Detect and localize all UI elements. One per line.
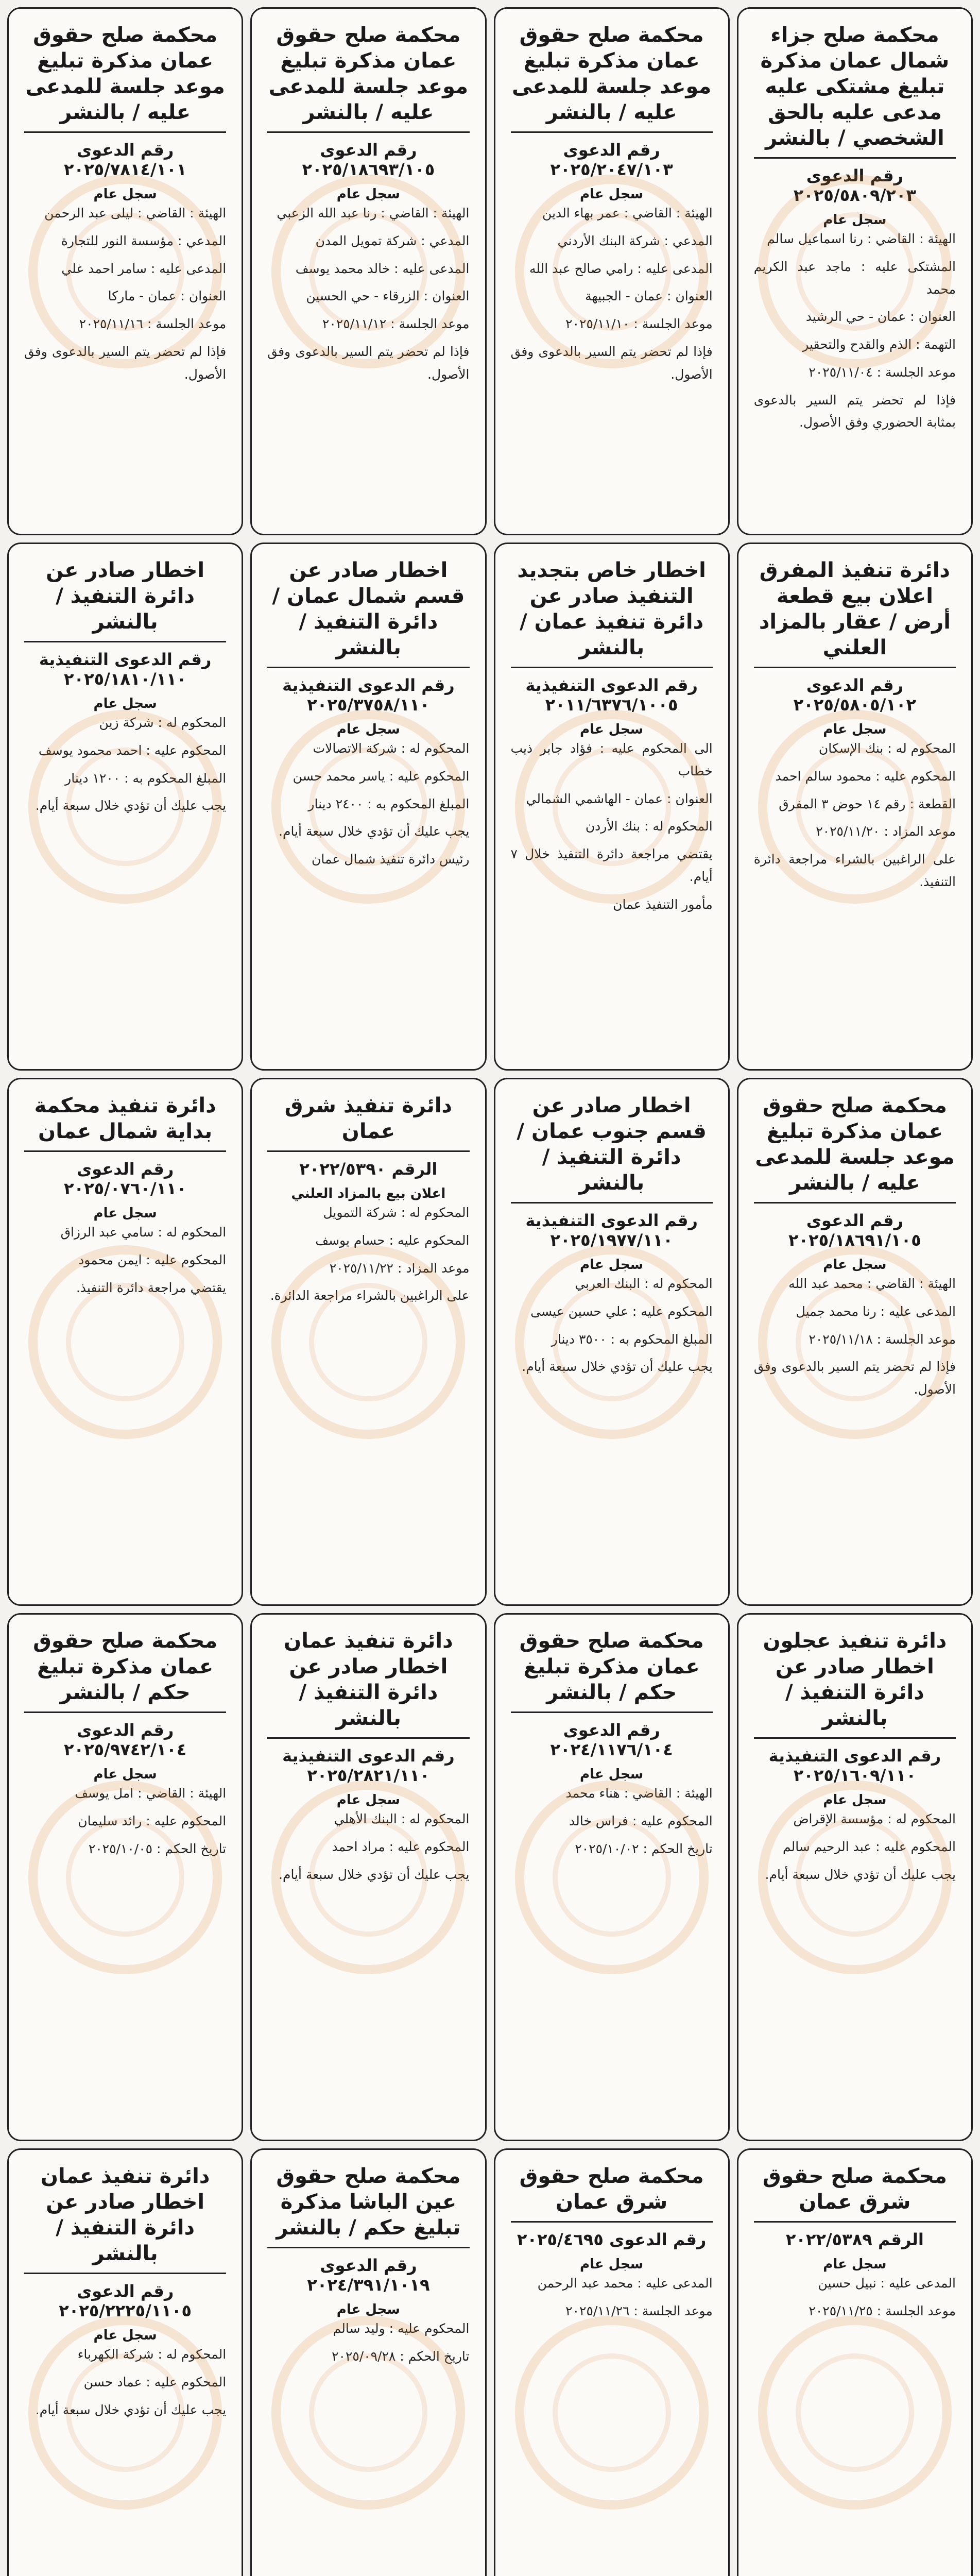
notice-line: الهيئة : القاضي : امل يوسف — [75, 1786, 227, 1801]
notice-body — [24, 1221, 226, 1299]
notice-line: المدعى عليه : نبيل حسين — [818, 2276, 956, 2291]
notice-line: فإذا لم تحضر يتم السير بالدعوى بمثابة الحضوري وفق الأصول. — [753, 392, 956, 430]
notice-line: المحكوم عليه : فراس خالد — [569, 1813, 713, 1828]
notice-line: تاريخ الحكم : ٢٠٢٥/١٠/٠٢ — [575, 1841, 713, 1856]
notice-line: موعد المزاد : ٢٠٢٥/١١/٢٢ — [329, 1260, 470, 1276]
court-notice — [7, 1613, 243, 2141]
notice-line: المبلغ المحكوم به : ٢٤٠٠ دينار — [308, 796, 470, 811]
notice-title: دائرة تنفيذ عمان اخطار صادر عن دائرة التنفيذ / بالنشر — [24, 2163, 226, 2274]
notice-line: فإذا لم تحضر يتم السير بالدعوى وفق الأصول. — [24, 344, 227, 382]
notice-line: المحكوم عليه : محمود سالم احمد — [775, 768, 956, 784]
notice-line: يجب عليك أن تؤدي خلال سبعة أيام. — [35, 798, 227, 814]
case-number: رقم الدعوى ٢٠٢٤/٣٩١/١٠١٩ — [307, 2256, 430, 2295]
notice-body — [267, 2317, 469, 2368]
court-notice — [7, 7, 243, 535]
notice-line: العنوان : عمان - حي الرشيد — [805, 309, 956, 325]
notice-line: تاريخ الحكم : ٢٠٢٥/١٠/٠٥ — [88, 1841, 227, 1856]
notice-line: التهمة : الذم والقدح والتحقير — [802, 337, 956, 352]
notice-line: المدعى عليه : سامر احمد علي — [61, 261, 227, 276]
notice-title: محكمة صلح حقوق عين الباشا مذكرة تبليغ حكم / بالنشر — [267, 2163, 469, 2248]
notice-line: الى المحكوم عليه : فؤاد جابر ذيب خطاب — [510, 741, 713, 778]
notice-line: المحكوم عليه : رائد سليمان — [78, 1813, 227, 1828]
notice-line: مأمور التنفيذ عمان — [613, 896, 713, 912]
court-notice — [737, 7, 973, 535]
case-number: رقم الدعوى ٢٠٢٥/٥٨٠٥/١٠٢ — [793, 675, 916, 715]
notice-line: المحكوم عليه : عبد الرحيم سالم — [782, 1839, 956, 1854]
notice-body — [511, 202, 713, 385]
notice-line: المدعى عليه : رامي صالح عبد الله — [529, 261, 713, 276]
notice-body — [511, 1782, 713, 1860]
notice-body — [754, 2272, 956, 2323]
notice-body — [24, 2343, 226, 2421]
notice-line: موعد الجلسة : ٢٠٢٥/١١/١٦ — [79, 316, 227, 331]
notice-title: محكمة صلح حقوق عمان مذكرة تبليغ موعد جلسة للمدعى عليه / بالنشر — [754, 1093, 956, 1204]
notice-line: موعد الجلسة : ٢٠٢٥/١١/٠٤ — [809, 364, 956, 380]
notice-line: فإذا لم تحضر يتم السير بالدعوى وفق الأصول. — [510, 344, 713, 382]
case-number: رقم الدعوى ٢٠٢٥/٢٢٢٥/١١٠٥ — [59, 2281, 192, 2320]
newspaper-page — [7, 7, 973, 2576]
register-label: سجل عام — [580, 722, 644, 737]
court-notice — [250, 7, 486, 535]
notice-line: فإذا لم تحضر يتم السير بالدعوى وفق الأصول. — [753, 1359, 956, 1397]
case-number: الرقم ٢٠٢٢/٥٣٩٠ — [299, 1159, 438, 1179]
notice-line: المحكوم له : شركة التمويل — [323, 1205, 470, 1220]
register-label: سجل عام — [580, 2257, 644, 2272]
notice-line: العنوان : عمان - الهاشمي الشمالي — [526, 791, 713, 806]
case-number: الرقم ٢٠٢٢/٥٣٨٩ — [785, 2230, 924, 2249]
notice-body — [511, 1273, 713, 1378]
notice-title: محكمة صلح حقوق عمان مذكرة تبليغ موعد جلسة للمدعى عليه / بالنشر — [511, 22, 713, 133]
notice-line: موعد الجلسة : ٢٠٢٥/١١/١٢ — [322, 316, 470, 331]
notice-line: موعد الجلسة : ٢٠٢٥/١١/٢٥ — [809, 2303, 956, 2318]
notice-title: دائرة تنفيذ عمان اخطار صادر عن دائرة التنفيذ / بالنشر — [267, 1628, 469, 1739]
register-label: سجل عام — [93, 696, 157, 711]
notice-line: المحكوم له : بنك الإسكان — [818, 741, 956, 756]
notice-line: المدعي : شركة البنك الأردني — [557, 233, 713, 248]
court-notice — [494, 2148, 730, 2576]
notice-line: على الراغبين بالشراء مراجعة الدائرة. — [270, 1288, 470, 1303]
case-number: رقم الدعوى التنفيذية ٢٠١١/٦٣٧٦/١٠٠٥ — [525, 675, 698, 715]
notice-line: المبلغ المحكوم به : ٣٥٠٠ دينار — [551, 1331, 713, 1347]
notice-body — [267, 1201, 469, 1307]
notice-title: محكمة صلح حقوق عمان مذكرة تبليغ موعد جلسة للمدعى عليه / بالنشر — [24, 22, 226, 133]
notice-body — [24, 711, 226, 817]
notice-line: الهيئة : القاضي : ليلى عبد الرحمن — [44, 206, 227, 221]
court-notice — [250, 543, 486, 1071]
case-number: رقم الدعوى التنفيذية ٢٠٢٥/١٦٠٩/١١٠ — [768, 1746, 941, 1785]
notice-line: المحكوم عليه : ايمن محمود — [78, 1252, 227, 1267]
register-label: سجل عام — [336, 187, 400, 202]
case-number: رقم الدعوى التنفيذية ٢٠٢٥/٣٧٥٨/١١٠ — [282, 675, 455, 715]
notice-title: اخطار صادر عن دائرة التنفيذ / بالنشر — [24, 557, 226, 642]
court-notice — [494, 1613, 730, 2141]
court-notice — [250, 2148, 486, 2576]
notice-line: المحكوم له : شركة زين — [99, 715, 227, 730]
notice-body — [267, 737, 469, 871]
notice-title: دائرة تنفيذ شرق عمان — [267, 1093, 469, 1152]
notice-title: محكمة صلح حقوق شرق عمان — [511, 2163, 713, 2223]
case-number: رقم الدعوى ٢٠٢٥/٢٠٤٧/١٠٣ — [550, 140, 673, 179]
notice-line: على الراغبين بالشراء مراجعة دائرة التنفيذ. — [753, 852, 956, 889]
notice-line: المحكوم عليه : وليد سالم — [333, 2321, 470, 2336]
notice-line: المدعى عليه : محمد عبد الرحمن — [537, 2276, 713, 2291]
notice-title: محكمة صلح حقوق عمان مذكرة تبليغ موعد جلسة للمدعى عليه / بالنشر — [267, 22, 469, 133]
register-label: سجل عام — [580, 1767, 644, 1782]
notice-title: اخطار خاص بتجديد التنفيذ صادر عن دائرة تنفيذ عمان / بالنشر — [511, 557, 713, 668]
notice-line: المحكوم له : بنك الأردن — [585, 819, 713, 834]
case-number: رقم الدعوى ٢٠٢٥/٥٨٠٩/٢٠٣ — [793, 166, 916, 205]
notice-line: المحكوم عليه : علي حسين عيسى — [530, 1303, 713, 1319]
court-notice — [7, 2148, 243, 2576]
notice-line: المحكوم له : مؤسسة الإقراض — [793, 1811, 956, 1826]
court-notice — [737, 2148, 973, 2576]
notice-line: المدعي : مؤسسة النور للتجارة — [61, 233, 227, 248]
notice-line: المدعى عليه : رنا محمد جميل — [796, 1303, 956, 1319]
notice-line: المحكوم له : شركة الاتصالات — [313, 741, 470, 756]
court-notice — [250, 1078, 486, 1606]
court-notice — [737, 1613, 973, 2141]
notice-line: الهيئة : القاضي : عمر بهاء الدين — [542, 206, 713, 221]
register-label: سجل عام — [823, 722, 887, 737]
court-notice — [7, 543, 243, 1071]
case-number: رقم الدعوى ٢٠٢٥/١٨٦٩١/١٠٥ — [788, 1211, 921, 1250]
register-label: سجل عام — [823, 2257, 887, 2272]
notice-line: المحكوم عليه : مراد احمد — [332, 1839, 470, 1854]
case-number: رقم الدعوى التنفيذية ٢٠٢٥/١٨١٠/١١٠ — [39, 650, 212, 689]
notice-line: المحكوم عليه : حسام يوسف — [315, 1232, 470, 1248]
register-label: سجل عام — [93, 1206, 157, 1221]
register-label: سجل عام — [93, 2328, 157, 2343]
register-label: سجل عام — [93, 187, 157, 202]
notice-line: العنوان : عمان - الجبيهة — [585, 289, 713, 304]
notice-line: العنوان : الزرقاء - حي الحسين — [306, 289, 470, 304]
notice-body — [511, 2272, 713, 2323]
notice-body — [511, 737, 713, 916]
notice-line: الهيئة : القاضي : رنا اسماعيل سالم — [767, 231, 956, 246]
notice-line: يجب عليك أن تؤدي خلال سبعة أيام. — [279, 1867, 470, 1882]
notice-line: يقتضي مراجعة دائرة التنفيذ. — [76, 1280, 227, 1295]
notice-body — [754, 1273, 956, 1401]
register-label: سجل عام — [823, 212, 887, 228]
notice-line: المحكوم له : سامي عبد الرزاق — [60, 1225, 227, 1240]
case-number: رقم الدعوى ٢٠٢٥/١٨٦٩٣/١٠٥ — [302, 140, 435, 179]
notice-line: المدعي : شركة تمويل المدن — [315, 233, 470, 248]
notice-title: دائرة تنفيذ عجلون اخطار صادر عن دائرة التنفيذ / بالنشر — [754, 1628, 956, 1739]
notice-body — [754, 228, 956, 434]
notice-line: المحكوم عليه : ياسر محمد حسن — [293, 768, 470, 784]
notice-line: العنوان : عمان - ماركا — [108, 289, 227, 304]
register-label: سجل عام — [93, 1767, 157, 1782]
court-notice — [250, 1613, 486, 2141]
notice-line: المحكوم له : البنك الأهلي — [334, 1811, 470, 1826]
notice-body — [754, 1808, 956, 1886]
notice-line: القطعة : رقم ١٤ حوض ٣ المفرق — [779, 796, 956, 811]
notice-line: رئيس دائرة تنفيذ شمال عمان — [311, 852, 470, 867]
notice-title: محكمة صلح حقوق عمان مذكرة تبليغ حكم / بالنشر — [24, 1628, 226, 1713]
court-notice — [494, 1078, 730, 1606]
notice-body — [754, 737, 956, 893]
case-number: رقم الدعوى ٢٠٢٥/٠٧٦٠/١١٠ — [64, 1159, 187, 1198]
notice-title: محكمة صلح جزاء شمال عمان مذكرة تبليغ مشتكى عليه مدعى عليه بالحق الشخصي / بالنشر — [754, 22, 956, 159]
notice-line: المبلغ المحكوم به : ١٢٠٠ دينار — [65, 770, 227, 786]
notice-line: يقتضي مراجعة دائرة التنفيذ خلال ٧ أيام. — [510, 846, 713, 884]
register-label: اعلان بيع بالمزاد العلني — [291, 1186, 446, 1201]
notice-body — [24, 202, 226, 385]
register-label: سجل عام — [336, 722, 400, 737]
watermark-seal — [758, 2316, 952, 2510]
case-number: رقم الدعوى التنفيذية ٢٠٢٥/١٩٧٧/١١٠ — [525, 1211, 698, 1250]
notice-body — [267, 1808, 469, 1886]
notice-title: محكمة صلح حقوق عمان مذكرة تبليغ حكم / بالنشر — [511, 1628, 713, 1713]
watermark-seal — [515, 2316, 709, 2510]
court-notice — [737, 1078, 973, 1606]
notice-line: يجب عليك أن تؤدي خلال سبعة أيام. — [279, 824, 470, 839]
register-label: سجل عام — [336, 2302, 400, 2317]
case-number: رقم الدعوى التنفيذية ٢٠٢٥/٢٨٢١/١١٠ — [282, 1746, 455, 1785]
notice-line: الهيئة : القاضي : رنا عبد الله الزعبي — [277, 206, 470, 221]
notice-title: محكمة صلح حقوق شرق عمان — [754, 2163, 956, 2223]
register-label: سجل عام — [823, 1792, 887, 1808]
notice-line: الهيئة : القاضي : هناء محمد — [565, 1786, 713, 1801]
notice-body — [24, 1782, 226, 1860]
notice-title: اخطار صادر عن قسم شمال عمان / دائرة التنفيذ / بالنشر — [267, 557, 469, 668]
notice-line: موعد الجلسة : ٢٠٢٥/١١/٢٦ — [565, 2303, 713, 2318]
notice-line: الهيئة : القاضي : محمد عبد الله — [788, 1276, 956, 1291]
register-label: سجل عام — [580, 187, 644, 202]
notice-line: المحكوم عليه : احمد محمود يوسف — [38, 742, 227, 758]
notice-line: تاريخ الحكم : ٢٠٢٥/٠٩/٢٨ — [332, 2348, 470, 2364]
register-label: سجل عام — [823, 1257, 887, 1273]
case-number: رقم الدعوى ٢٠٢٥/٧٨١٤/١٠١ — [64, 140, 187, 179]
register-label: سجل عام — [580, 1257, 644, 1273]
case-number: رقم الدعوى ٢٠٢٥/٤٦٩٥ — [517, 2230, 707, 2249]
notice-line: يجب عليك أن تؤدي خلال سبعة أيام. — [35, 2402, 227, 2417]
notice-body — [267, 202, 469, 385]
notice-line: المحكوم عليه : عماد حسن — [83, 2374, 227, 2389]
notice-line: المشتكى عليه : ماجد عبد الكريم محمد — [753, 259, 956, 297]
register-label: سجل عام — [336, 1792, 400, 1808]
court-notice — [494, 543, 730, 1071]
case-number: رقم الدعوى ٢٠٢٤/١١٧٦/١٠٤ — [550, 1720, 673, 1759]
notice-line: المحكوم له : البنك العربي — [575, 1276, 713, 1291]
notice-line: موعد المزاد : ٢٠٢٥/١١/٢٠ — [816, 824, 956, 839]
notice-title: دائرة تنفيذ المفرق اعلان بيع قطعة أرض / عقار بالمزاد العلني — [754, 557, 956, 668]
notice-title: اخطار صادر عن قسم جنوب عمان / دائرة التنفيذ / بالنشر — [511, 1093, 713, 1204]
notice-line: المحكوم له : شركة الكهرباء — [77, 2347, 227, 2362]
court-notice — [737, 543, 973, 1071]
notice-line: يجب عليك أن تؤدي خلال سبعة أيام. — [765, 1867, 956, 1882]
court-notice — [7, 1078, 243, 1606]
notice-line: يجب عليك أن تؤدي خلال سبعة أيام. — [522, 1359, 713, 1375]
case-number: رقم الدعوى ٢٠٢٥/٩٧٤٢/١٠٤ — [64, 1720, 187, 1759]
notice-line: فإذا لم تحضر يتم السير بالدعوى وفق الأصول. — [267, 344, 470, 382]
notice-line: المدعى عليه : خالد محمد يوسف — [295, 261, 470, 276]
notice-line: موعد الجلسة : ٢٠٢٥/١١/١٨ — [809, 1331, 956, 1347]
notice-line: موعد الجلسة : ٢٠٢٥/١١/١٠ — [565, 316, 713, 331]
court-notice — [494, 7, 730, 535]
notice-title: دائرة تنفيذ محكمة بداية شمال عمان — [24, 1093, 226, 1152]
notices-grid — [7, 7, 973, 2576]
